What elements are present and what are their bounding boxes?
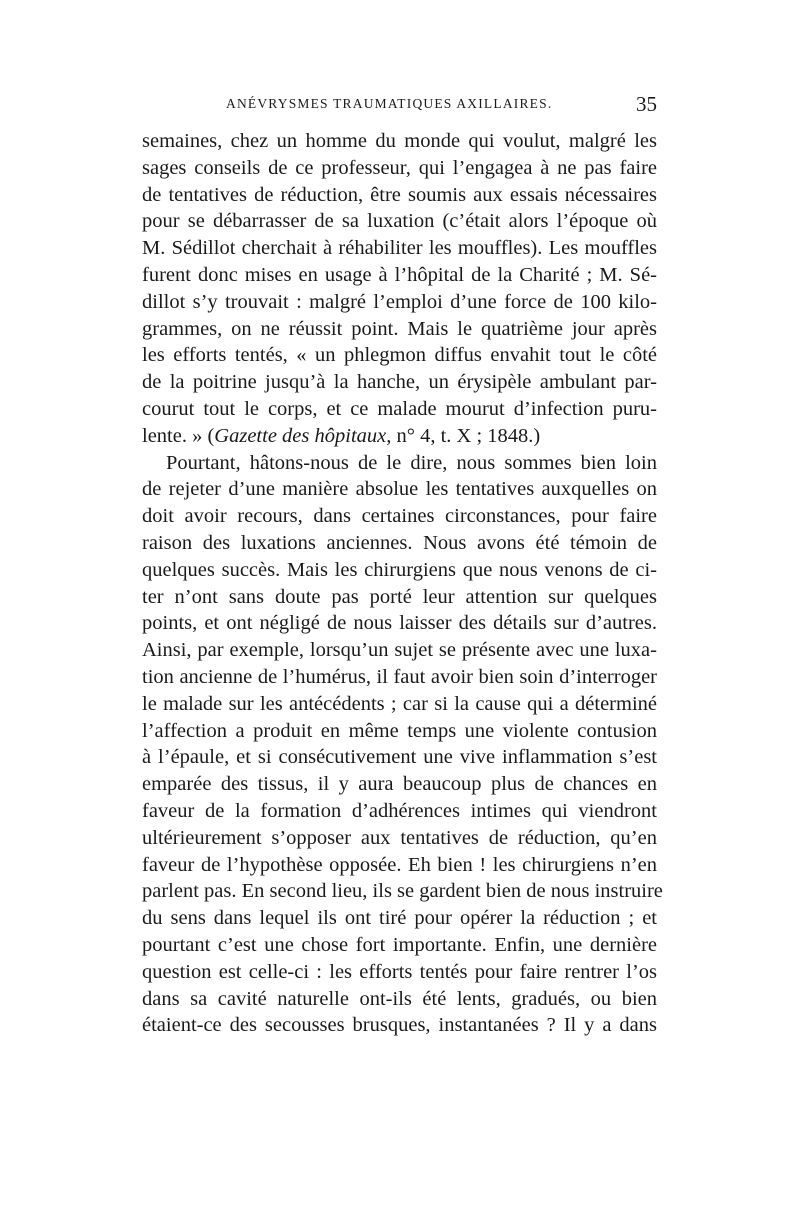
text-line: grammes, on ne réussit point. Mais le quatrième jour après <box>142 317 657 340</box>
text-line: question est celle-ci : les efforts tentés pour faire rentrer l’os <box>142 960 657 983</box>
text-line: dans sa cavité naturelle ont-ils été lents, gradués, ou bien <box>142 987 657 1010</box>
text-line: pourtant c’est une chose fort importante. Enfin, une dernière <box>142 933 657 956</box>
text-line: ultérieurement s’opposer aux tentatives de réduction, qu’en <box>142 826 657 849</box>
text-line: doit avoir recours, dans certaines circonstances, pour faire <box>142 505 657 528</box>
text-line: le malade sur les antécédents ; car si la cause qui a déterminé <box>142 692 657 715</box>
book-page <box>142 92 663 1039</box>
text-line: faveur de l’hypothèse opposée. Eh bien ! les chirurgiens n’en <box>142 853 657 876</box>
text-line: pour se débarrasser de sa luxation (c’était alors l’époque où <box>142 210 657 233</box>
text-line: raison des luxations anciennes. Nous avons été témoin de <box>142 531 657 554</box>
text-line: faveur de la formation d’adhérences intimes qui viendront <box>142 799 657 822</box>
text-line: l’affection a produit en même temps une violente contusion <box>142 719 657 742</box>
text-line: tion ancienne de l’humérus, il faut avoir bien soin d’interroger <box>142 665 657 688</box>
text-line: sages conseils de ce professeur, qui l’engagea à ne pas faire <box>142 156 657 179</box>
citation-prefix: lente. » ( <box>142 424 215 447</box>
running-head <box>142 92 657 122</box>
text-line: de rejeter d’une manière absolue les tentatives auxquelles on <box>142 478 657 501</box>
text-line: de la poitrine jusqu’à la hanche, un érysipèle ambulant par- <box>142 371 657 394</box>
text-line: M. Sédillot cherchait à réhabiliter les mouffles). Les mouffles <box>142 237 657 260</box>
text-line: à l’épaule, et si consécutivement une vive inflammation s’est <box>142 746 657 769</box>
text-line: ter n’ont sans doute pas porté leur attention sur quelques <box>142 585 657 608</box>
text-line: semaines, chez un homme du monde qui voulut, malgré les <box>142 130 657 152</box>
body-text <box>142 128 663 1039</box>
text-line: courut tout le corps, et ce malade mourut d’infection puru- <box>142 397 657 420</box>
text-line: étaient-ce des secousses brusques, instantanées ? Il y a dans <box>142 1014 657 1037</box>
text-line: emparée des tissus, il y aura beaucoup plus de chances en <box>142 773 657 796</box>
text-line: de tentatives de réduction, être soumis aux essais nécessaires <box>142 183 657 206</box>
paragraph-2 <box>142 450 663 1040</box>
text-line: les efforts tentés, « un phlegmon diffus envahit tout le côté <box>142 344 657 367</box>
paragraph-1 <box>142 128 657 450</box>
text-line: Pourtant, hâtons-nous de le dire, nous sommes bien loin <box>166 451 657 474</box>
running-title: ANÉVRYSMES TRAUMATIQUES AXILLAIRES. <box>226 96 553 111</box>
page-number: 35 <box>636 92 657 116</box>
text-line: dillot s’y trouvait : malgré l’emploi d’une force de 100 kilo- <box>142 290 657 313</box>
journal-citation: Gazette des hôpitaux, <box>214 424 392 447</box>
text-line: du sens dans lequel ils ont tiré pour opérer la réduction ; et <box>142 907 657 930</box>
text-line: Ainsi, par exemple, lorsqu’un sujet se présente avec une luxa- <box>142 639 657 662</box>
text-line: points, et ont négligé de nous laisser des détails sur d’autres. <box>142 612 657 635</box>
citation-suffix: n° 4, t. X ; 1848.) <box>391 424 541 447</box>
text-line-citation <box>142 423 657 450</box>
text-line: quelques succès. Mais les chirurgiens que nous venons de ci- <box>142 558 657 581</box>
text-line: parlent pas. En second lieu, ils se gardent bien de nous instruire <box>142 880 663 903</box>
text-line: furent donc mises en usage à l’hôpital de la Charité ; M. Sé- <box>142 263 657 286</box>
